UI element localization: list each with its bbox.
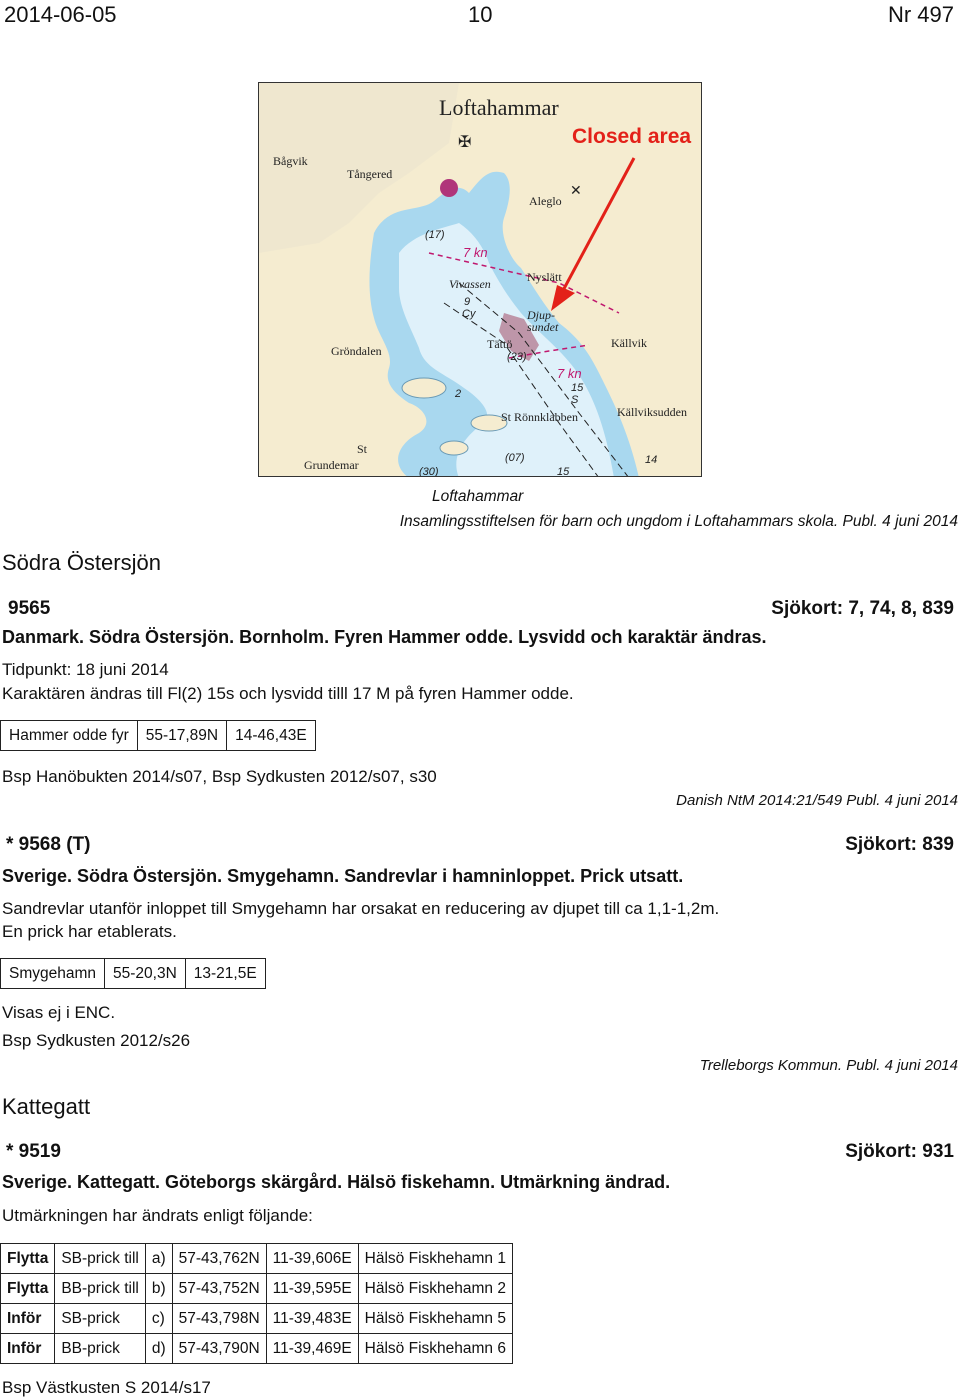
- position-name: Hammer odde fyr: [1, 721, 138, 751]
- depth-label: 2: [455, 388, 462, 400]
- map-caption-place: Loftahammar: [432, 488, 524, 505]
- notice-references: Bsp Västkusten S 2014/s17: [2, 1378, 211, 1397]
- depth-label: (17): [425, 229, 445, 241]
- position-table: [0, 958, 266, 989]
- place-kallviksudden: Källviksudden: [617, 405, 687, 419]
- notice-title: Sverige. Södra Östersjön. Smygehamn. Sandrevlar i hamninloppet. Prick utsatt.: [2, 866, 684, 886]
- place-vivassen: Vivassen: [449, 277, 491, 291]
- header-issue: Nr 497: [887, 2, 954, 27]
- depth-label: (23): [507, 351, 527, 363]
- place-kallvik: Källvik: [611, 336, 647, 350]
- notice-title: Sverige. Kattegatt. Göteborgs skärgård. Hälsö fiskehamn. Utmärkning ändrad.: [2, 1172, 671, 1192]
- church-icon: ✠: [458, 134, 472, 151]
- notice-references: Visas ej i ENC.: [2, 1003, 116, 1022]
- header-page-number: 10: [468, 2, 493, 27]
- header-date: 2014-06-05: [4, 2, 117, 27]
- place-st: St: [357, 442, 368, 456]
- wreck-icon: ✕: [570, 182, 582, 198]
- notice-number: 9565: [8, 598, 51, 619]
- notice-references: Bsp Hanöbukten 2014/s07, Bsp Sydkusten 2012/s07, s30: [2, 767, 437, 786]
- place-grondalen: Gröndalen: [331, 344, 382, 358]
- position-lon: 13-21,5E: [185, 959, 265, 989]
- mark-name: Hälsö Fiskhehamn 1: [358, 1244, 512, 1274]
- closed-area-label: Closed area: [572, 125, 692, 148]
- notice-body-line: Utmärkningen har ändrats enligt följande:: [2, 1206, 313, 1225]
- mark-lat: 57-43,798N: [172, 1304, 266, 1334]
- notice-body-line: Sandrevlar utanför inloppet till Smygehamn har orsakat en reducering av djupet till ca 1,1-1,2m.: [2, 899, 720, 918]
- mark-name: Hälsö Fiskhehamn 6: [358, 1334, 512, 1364]
- depth-label: (07): [505, 452, 525, 464]
- table-row: [1, 721, 316, 751]
- island: [402, 378, 446, 398]
- notice-body-line: Karaktären ändras till Fl(2) 15s och lysvidd tilll 17 M på fyren Hammer odde.: [2, 684, 574, 703]
- depth-label: 15: [571, 382, 584, 394]
- place-djupsundet-2: sundet: [527, 320, 559, 334]
- depth-label: 9: [464, 296, 471, 308]
- mark-id: b): [145, 1274, 172, 1304]
- notice-title: Danmark. Södra Östersjön. Bornholm. Fyren Hammer odde. Lysvidd och karaktär ändras.: [2, 627, 767, 647]
- notice-references: Bsp Sydkusten 2012/s26: [2, 1031, 191, 1050]
- island: [440, 441, 468, 455]
- mark-id: a): [145, 1244, 172, 1274]
- mark-action: Flytta: [1, 1244, 55, 1274]
- notice-source: Danish NtM 2014:21/549 Publ. 4 juni 2014: [676, 792, 958, 809]
- notice-number: * 9568 (T): [6, 834, 91, 855]
- table-row: [1, 959, 266, 989]
- mark-lat: 57-43,752N: [172, 1274, 266, 1304]
- place-bagvik: Bågvik: [273, 154, 308, 168]
- depth-label: Cy: [462, 308, 476, 320]
- mark-id: c): [145, 1304, 172, 1334]
- table-row: [1, 1274, 513, 1304]
- mark-name: Hälsö Fiskhehamn 2: [358, 1274, 512, 1304]
- notice-body-line: En prick har etablerats.: [2, 922, 177, 941]
- section-heading: Kattegatt: [2, 1094, 91, 1119]
- depth-label: 14: [645, 454, 658, 466]
- position-table: [0, 720, 316, 751]
- mark-type: BB-prick: [55, 1334, 146, 1364]
- marks-table: [0, 1243, 513, 1364]
- notice-charts: Sjökort: 7, 74, 8, 839: [771, 598, 954, 619]
- position-lat: 55-17,89N: [137, 721, 226, 751]
- mark-type: SB-prick till: [55, 1244, 146, 1274]
- place-tangered: Tångered: [347, 167, 393, 181]
- position-lon: 14-46,43E: [227, 721, 316, 751]
- table-row: [1, 1244, 513, 1274]
- notice-body-line: Tidpunkt: 18 juni 2014: [2, 660, 169, 679]
- section-heading: Södra Östersjön: [2, 550, 161, 575]
- notice-number: * 9519: [6, 1141, 61, 1162]
- place-djupsundet-1: Djup-: [527, 308, 555, 322]
- depth-label: (30): [419, 466, 439, 477]
- mark-type: BB-prick till: [55, 1274, 146, 1304]
- mark-id: d): [145, 1334, 172, 1364]
- mark-lon: 11-39,469E: [266, 1334, 358, 1364]
- mark-lon: 11-39,483E: [266, 1304, 358, 1334]
- mark-lat: 57-43,762N: [172, 1244, 266, 1274]
- depth-label: S: [571, 394, 579, 406]
- mark-action: Inför: [1, 1304, 55, 1334]
- marina-icon: [440, 179, 458, 197]
- notice-charts: Sjökort: 839: [845, 834, 954, 855]
- place-st-ronnklabben: St Rönnklabben: [501, 410, 578, 424]
- notice-charts: Sjökort: 931: [845, 1141, 954, 1162]
- mark-type: SB-prick: [55, 1304, 146, 1334]
- table-row: [1, 1304, 513, 1334]
- notice-source: Trelleborgs Kommun. Publ. 4 juni 2014: [699, 1057, 958, 1074]
- place-aleglo: Aleglo: [529, 194, 562, 208]
- nautical-chart-map: [258, 82, 702, 477]
- table-row: [1, 1334, 513, 1364]
- position-name: Smygehamn: [1, 959, 105, 989]
- mark-lon: 11-39,595E: [266, 1274, 358, 1304]
- place-grundemar: Grundemar: [304, 458, 359, 472]
- mark-action: Flytta: [1, 1274, 55, 1304]
- place-nyslatt: Nyslätt: [527, 270, 562, 284]
- mark-lat: 57-43,790N: [172, 1334, 266, 1364]
- mark-lon: 11-39,606E: [266, 1244, 358, 1274]
- map-caption-source: Insamlingsstiftelsen för barn och ungdom i Loftahammars skola. Publ. 4 juni 2014: [399, 513, 958, 530]
- chart-svg: [259, 83, 702, 477]
- place-tatto: Tättö: [487, 337, 513, 351]
- depth-label: 15: [557, 466, 570, 477]
- mark-action: Inför: [1, 1334, 55, 1364]
- position-lat: 55-20,3N: [105, 959, 186, 989]
- speed-label: 7 kn: [463, 245, 488, 260]
- map-title: Loftahammar: [439, 95, 559, 120]
- speed-label: 7 kn: [557, 366, 582, 381]
- mark-name: Hälsö Fiskhehamn 5: [358, 1304, 512, 1334]
